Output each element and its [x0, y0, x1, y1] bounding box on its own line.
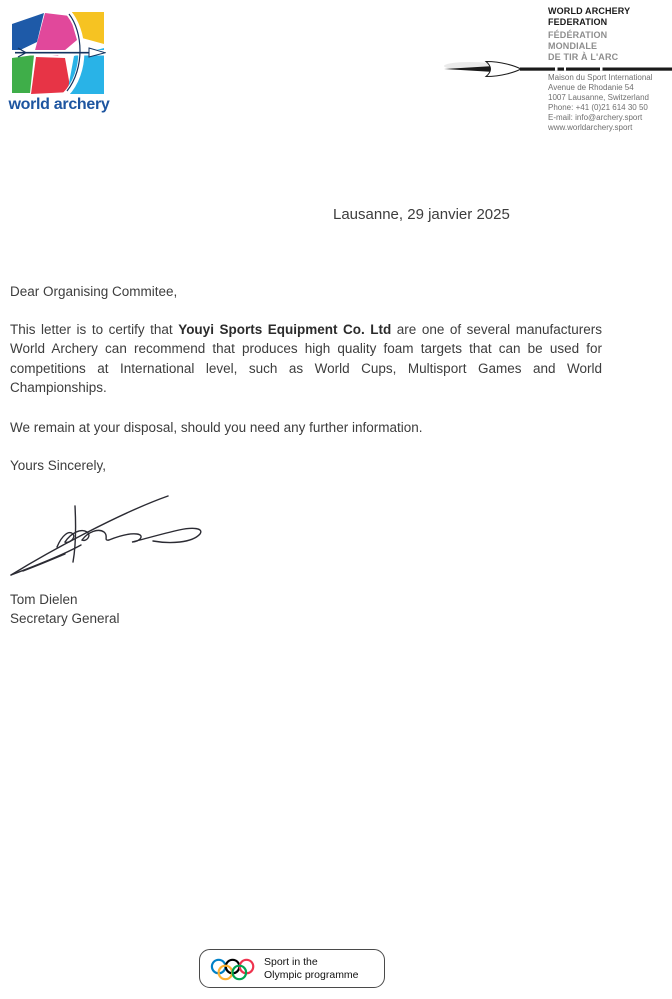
address-line: www.worldarchery.sport	[548, 123, 633, 132]
org-name-fr-line3: DE TIR À L'ARC	[548, 52, 619, 62]
olympic-programme-label	[264, 956, 359, 982]
company-name: Youyi Sports Equipment Co. Ltd	[178, 322, 392, 337]
signer-name: Tom Dielen	[10, 592, 78, 607]
org-name-en-line2: FEDERATION	[548, 17, 608, 27]
body-line-3: competitions at International level, such as World Cups, Multisport Games and World	[10, 360, 602, 376]
address-line: 1007 Lausanne, Switzerland	[548, 93, 649, 102]
signature-icon	[5, 483, 220, 583]
world-archery-wordmark: world archery	[8, 96, 110, 113]
body-line-4: Championships.	[10, 380, 107, 396]
body-text: are one of several manufacturers	[391, 322, 602, 337]
address-line: Avenue de Rhodanie 54	[548, 83, 634, 92]
salutation: Dear Organising Commitee,	[10, 284, 178, 299]
olympic-programme-badge	[199, 949, 385, 988]
body-text: This letter is to certify that	[10, 322, 179, 337]
org-name-block	[548, 6, 630, 63]
signer-title: Secretary General	[10, 611, 120, 626]
address-block	[548, 73, 653, 133]
body-line-2: World Archery can recommend that produces high quality foam targets that can be used for	[10, 341, 602, 357]
address-line: E-mail: info@archery.sport	[548, 113, 643, 122]
olympic-label-line1: Sport in the	[264, 956, 318, 968]
olympic-label-line2: Olympic programme	[264, 969, 359, 981]
org-name-en-line1: WORLD ARCHERY	[548, 6, 631, 16]
date-line: Lausanne, 29 janvier 2025	[333, 206, 510, 223]
org-name-fr-line2: MONDIALE	[548, 41, 598, 51]
body-line-1	[10, 320, 602, 339]
address-line: Maison du Sport International	[548, 73, 653, 82]
olympic-rings-icon	[207, 956, 259, 983]
world-archery-logo-icon	[10, 10, 106, 96]
signer-block	[10, 590, 120, 628]
world-archery-logo	[8, 10, 110, 113]
closing-line: Yours Sincerely,	[10, 458, 107, 473]
org-name-fr-line1: FÉDÉRATION	[548, 30, 608, 40]
body-paragraph-2: We remain at your disposal, should you need any further information.	[10, 420, 423, 435]
body-paragraph-1	[10, 320, 602, 398]
address-line: Phone: +41 (0)21 614 30 50	[548, 103, 648, 112]
